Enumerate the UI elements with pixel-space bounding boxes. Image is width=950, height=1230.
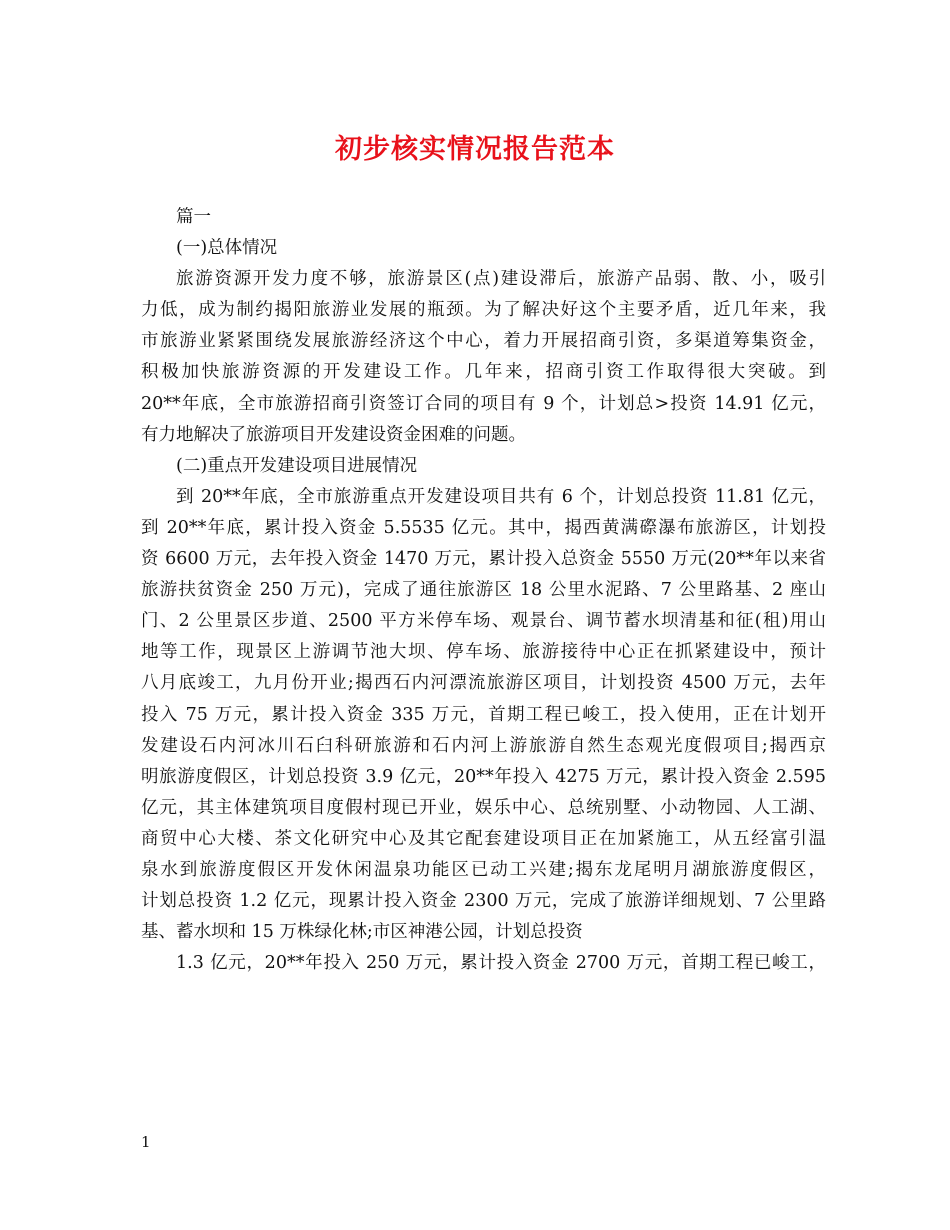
paragraph-line: 20**年底，全市旅游招商引资签订合同的项目有 9 个，计划总>投资 14.91 亿元， — [141, 393, 826, 414]
paragraph-line: 八月底竣工，九月份开业;揭西石内河漂流旅游区项目，计划投资 4500 万元，去年 — [141, 673, 826, 694]
paragraph-line: 到 20**年底，累计投入资金 5.5535 亿元。其中，揭西黄满磜瀑布旅游区，计划投 — [141, 517, 826, 538]
paragraph-line: 1.3 亿元，20**年投入 250 万元，累计投入资金 2700 万元，首期工程已峻工， — [176, 953, 826, 974]
subsection-heading: (二)重点开发建设项目进展情况 — [176, 455, 418, 476]
paragraph-line: 地等工作，现景区上游调节池大坝、停车场、旅游接待中心正在抓紧建设中，预计 — [141, 642, 826, 663]
paragraph-line: 亿元，其主体建筑项目度假村现已开业，娱乐中心、总统别墅、小动物园、人工湖、 — [141, 797, 826, 818]
paragraph-line: 投入 75 万元，累计投入资金 335 万元，首期工程已峻工，投入使用，正在计划开 — [141, 704, 826, 725]
subsection-heading: (一)总体情况 — [176, 238, 278, 259]
paragraph-line: 旅游资源开发力度不够，旅游景区(点)建设滞后，旅游产品弱、散、小，吸引 — [176, 269, 826, 290]
paragraph-line: 基、蓄水坝和 15 万株绿化林;市区神港公园，计划总投资 — [141, 922, 583, 943]
section-heading: 篇一 — [176, 207, 211, 227]
paragraph-line: 明旅游度假区，计划总投资 3.9 亿元，20**年投入 4275 万元，累计投入资金 2.595 — [141, 766, 826, 787]
paragraph-line: 有力地解决了旅游项目开发建设资金困难的问题。 — [141, 424, 526, 445]
document-title: 初步核实情况报告范本 — [335, 134, 615, 165]
paragraph-line: 资 6600 万元，去年投入资金 1470 万元，累计投入总资金 5550 万元(20**年以来省 — [141, 549, 826, 570]
paragraph-line: 到 20**年底，全市旅游重点开发建设项目共有 6 个，计划总投资 11.81 亿元， — [176, 486, 826, 507]
paragraph-line: 计划总投资 1.2 亿元，现累计投入资金 2300 万元，完成了旅游详细规划、7 公里路 — [141, 891, 826, 912]
document-body — [141, 202, 826, 979]
paragraph-line: 商贸中心大楼、茶文化研究中心及其它配套建设项目正在加紧施工，从五经富引温 — [141, 828, 826, 849]
paragraph-line: 旅游扶贫资金 250 万元)，完成了通往旅游区 18 公里水泥路、7 公里路基、2 座山 — [141, 580, 826, 601]
paragraph-line: 发建设石内河冰川石臼科研旅游和石内河上游旅游自然生态观光度假项目;揭西京 — [141, 735, 826, 756]
paragraph-line: 门、2 公里景区步道、2500 平方米停车场、观景台、调节蓄水坝清基和征(租)用山 — [141, 611, 826, 632]
paragraph-line: 积极加快旅游资源的开发建设工作。几年来，招商引资工作取得很大突破。到 — [141, 362, 826, 383]
paragraph-line: 泉水到旅游度假区开发休闲温泉功能区已动工兴建;揭东龙尾明月湖旅游度假区， — [141, 859, 826, 880]
page-number: 1 — [141, 1133, 151, 1151]
paragraph-line: 力低，成为制约揭阳旅游业发展的瓶颈。为了解决好这个主要矛盾，近几年来，我 — [141, 300, 826, 321]
paragraph-line: 市旅游业紧紧围绕发展旅游经济这个中心，着力开展招商引资，多渠道筹集资金， — [141, 331, 826, 352]
